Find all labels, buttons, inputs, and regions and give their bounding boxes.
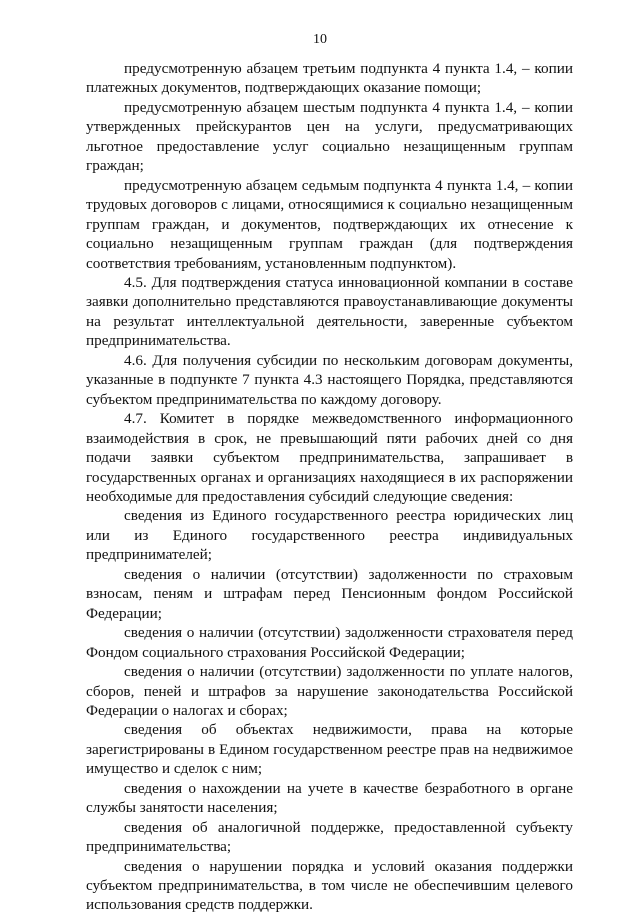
document-body xyxy=(86,59,573,915)
list-item-violations: сведения о нарушении порядка и условий оказания поддержки субъектом предпринимательства, в том числе не обеспечившим целевого использования средств поддержки. xyxy=(86,857,573,914)
paragraph-4-7: 4.7. Комитет в порядке межведомственного информационного взаимодействия в срок, не превышающий пяти рабочих дней со дня подачи заявки субъектом предпринимательства, запрашивает в государственных органах и организациях находящиеся в их распоряжении необходимые для предоставления субсидий следующие сведения: xyxy=(86,410,573,505)
paragraph-subsidy-item-6: предусмотренную абзацем шестым подпункта 4 пункта 1.4, – копии утвержденных прейскурантов цен на услуги, предусматривающих льготное предоставление услуг социально незащищенным группам граждан; xyxy=(86,98,573,175)
paragraph-subsidy-item-7: предусмотренную абзацем седьмым подпункта 4 пункта 1.4, – копии трудовых договоров с лицами, относящимися к социально незащищенным группам граждан, и документов, подтверждающих их отнесение к социально незащищенным группам граждан (для подтверждения соответствия требованиям, установленным подпунктом). xyxy=(86,176,573,272)
page-number: 10 xyxy=(313,32,327,47)
paragraph-4-5: 4.5. Для подтверждения статуса инновационной компании в составе заявки дополнительно представляются правоустанавливающие документы на результат интеллектуальной деятельности, заверенные субъектом предпринимательства. xyxy=(86,273,573,350)
list-item-egrul: сведения из Единого государственного реестра юридических лиц или из Единого государственного реестра индивидуальных предпринимателей; xyxy=(86,507,573,564)
paragraph-4-6: 4.6. Для получения субсидии по нескольким договорам документы, указанные в подпункте 7 пункта 4.3 настоящего Порядка, представляются субъектом предпринимательства по каждому договору. xyxy=(86,351,573,408)
list-item-pension-fund: сведения о наличии (отсутствии) задолженности по страховым взносам, пеням и штрафам перед Пенсионным фондом Российской Федерации; xyxy=(86,565,573,622)
list-item-unemployment: сведения о нахождении на учете в качестве безработного в органе службы занятости населения; xyxy=(86,779,573,817)
list-item-taxes: сведения о наличии (отсутствии) задолженности по уплате налогов, сборов, пеней и штрафов за нарушение законодательства Российской Федерации о налогах и сборах; xyxy=(86,663,573,719)
list-item-social-insurance: сведения о наличии (отсутствии) задолженности страхователя перед Фондом социального страхования Российской Федерации; xyxy=(86,624,573,661)
list-item-real-estate: сведения об объектах недвижимости, права на которые зарегистрированы в Едином государственном реестре прав на недвижимое имущество и сделок с ним; xyxy=(86,721,573,778)
paragraph-subsidy-item-3: предусмотренную абзацем третьим подпункта 4 пункта 1.4, – копии платежных документов, подтверждающих оказание помощи; xyxy=(86,60,573,97)
list-item-similar-support: сведения об аналогичной поддержке, предоставленной субъекту предпринимательства; xyxy=(86,818,573,856)
